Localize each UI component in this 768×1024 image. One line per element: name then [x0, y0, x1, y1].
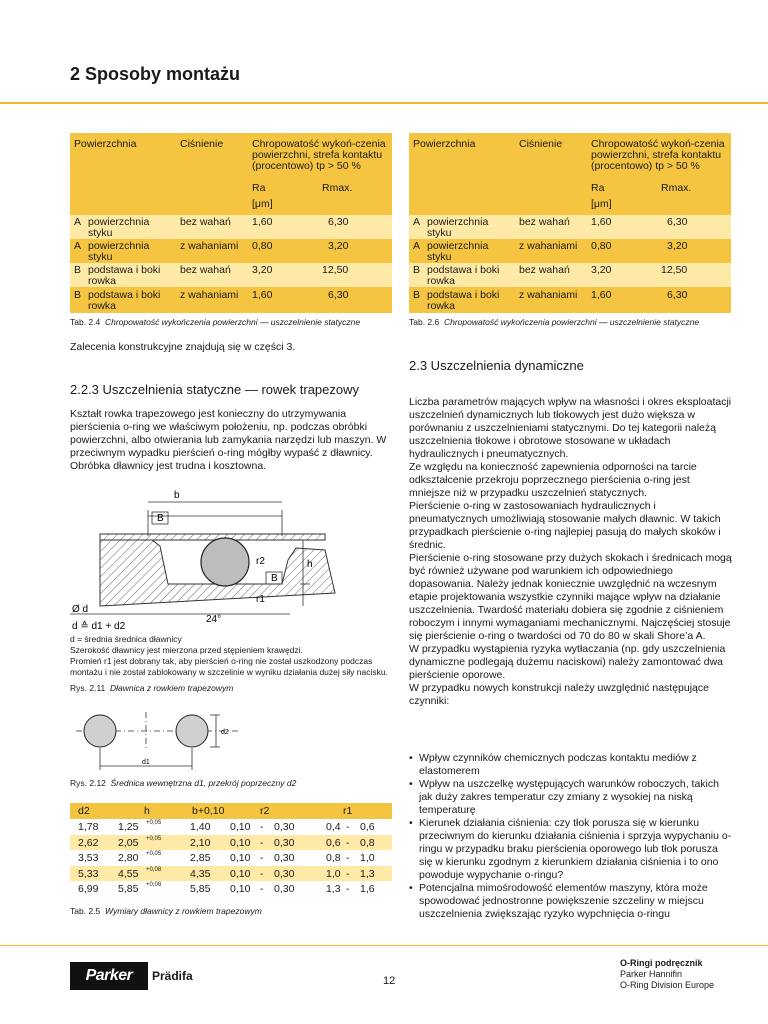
formula-label: d ≙ d1 + d2	[72, 621, 126, 632]
cell-r2-max: 0,30	[274, 867, 295, 880]
list-item: • Kierunek działania ciśnienia: czy tłok porusza się w kierunku przeciwnym do kierunku działania ciśnienia i sprzyja wypychaniu o-ringu w przypadku braku pierścienia oporowego lub tłok porusza się w kierunku zgodnym z kierunkiem działania ciśnienia i to ono powoduje wypychanie o-ringu?	[409, 817, 734, 882]
surface-label-b: B	[271, 573, 278, 584]
paragraph: W przypadku wystąpienia ryzyka wytłaczania (np. gdy uszczelnienia dynamiczne podlegają dużemu naciskowi) należy zamontować dwa pierścienie oporowe.	[409, 643, 726, 681]
dimension-label-d1: d1	[142, 759, 150, 766]
cell-dash: -	[346, 836, 350, 849]
page-number: 12	[383, 975, 396, 987]
table-header: Rmax.	[661, 182, 692, 194]
cell-r2-min: 0,10	[230, 852, 251, 864]
table-cell: 3,20	[252, 264, 273, 276]
table-header: Powierzchnia	[413, 138, 476, 150]
table-row	[70, 835, 392, 851]
cell-r1-min: 0,6	[326, 836, 341, 849]
dimension-label-h: h	[307, 559, 313, 570]
paragraph: Liczba parametrów mających wpływ na własności i okres eksploatacji uszczelnień dynamicznych lub tłokowych jest dużo większa w porównaniu z uszczelnieniami statycznymi. Do tej kategorii należą uszczelnienia tłokowe i obrotowe stosowane w układach hydraulicznych i pneumatycznych.	[409, 396, 732, 460]
table-cell: 12,50	[661, 264, 688, 276]
table-caption: Tab. 2.5 Wymiary dławnicy z rowkiem trapezowym	[70, 906, 262, 916]
cell-r1-min: 0,4	[326, 821, 341, 833]
cell-r1-max: 0,8	[360, 836, 375, 849]
paragraph: Pierścienie o-ring w zastosowaniach hydraulicznych i pneumatycznych umożliwiają stosowanie małych dławnic. W takich przypadkach pierścienie o-ring najlepiej pasują do małych skoków i średnic.	[409, 500, 721, 551]
cell-dash: -	[346, 821, 350, 833]
column-header: r2	[260, 805, 270, 817]
footer-line: Parker Hannifin	[620, 969, 683, 979]
cell-r2-max: 0,30	[274, 852, 295, 864]
figure-caption: Rys. 2.12 Średnica wewnętrzna d1, przekrój poprzeczny d2	[70, 778, 297, 788]
table-cell: B	[413, 264, 421, 276]
cell-dash: -	[260, 883, 264, 895]
table-cell: podstawa i boki rowka	[88, 264, 161, 287]
cell-r2-max: 0,30	[274, 883, 295, 895]
dimension-label-b: b	[174, 490, 180, 501]
table-cell: 6,30	[328, 289, 349, 301]
cell-b: 1,40	[190, 821, 211, 833]
column-header: d2	[78, 805, 90, 817]
paragraph: W przypadku nowych konstrukcji należy uwzględnić następujące czynniki:	[409, 682, 709, 707]
cell-r1-max: 1,0	[360, 852, 375, 864]
table-cell: A	[74, 240, 82, 252]
gland-dimensions-table	[70, 803, 392, 897]
cell-r2-min: 0,10	[230, 836, 251, 849]
cell-h: 2,05	[118, 836, 139, 849]
list-item: • Wpływ na uszczelkę występujących warunków roboczych, takich jak duży zakres temperatur czy zmiany z wysokiej na niską temperaturę	[409, 778, 734, 817]
table-row	[70, 866, 392, 882]
cell-r2-min: 0,10	[230, 821, 251, 833]
page-title: 2 Sposoby montażu	[70, 64, 241, 84]
table-cell: podstawa i boki rowka	[427, 289, 500, 312]
footer-line: O-Ringi podręcznik	[620, 958, 703, 968]
cell-dash: -	[260, 821, 264, 833]
table-cell: podstawa i boki rowka	[88, 289, 161, 312]
table-cell: powierzchnia styku	[88, 216, 150, 239]
cell-dash: -	[260, 852, 264, 864]
footer-info	[620, 958, 714, 991]
table-cell: 12,50	[322, 264, 349, 276]
trapezoidal-gland-figure	[70, 488, 392, 638]
table-cell: 1,60	[591, 216, 612, 228]
section-heading: 2.2.3 Uszczelnienia statyczne — rowek trapezowy	[70, 382, 360, 397]
oring-cross-section-figure	[70, 708, 270, 770]
table-cell: z wahaniami	[519, 240, 578, 252]
diameter-label: Ø d	[72, 604, 89, 615]
table-cell: bez wahań	[519, 216, 570, 228]
footer-line: O-Ring Division Europe	[620, 980, 715, 990]
cell-r1-max: 1,6	[360, 883, 375, 895]
table-header: [μm]	[591, 198, 612, 210]
cell-dash: -	[346, 867, 350, 880]
section-heading: 2.3 Uszczelnienia dynamiczne	[409, 358, 584, 373]
angle-label: 24°	[206, 614, 222, 625]
surface-label-b: B	[157, 513, 164, 524]
table-cell: B	[74, 264, 82, 276]
cell-dash: -	[260, 867, 264, 880]
figure-note: Szerokość dławnicy jest mierzona przed stępieniem krawędzi.	[70, 645, 303, 655]
table-header-row	[70, 803, 392, 819]
table-header: Powierzchnia	[74, 138, 137, 150]
cell-r1-max: 0,6	[360, 821, 375, 833]
cell-d2: 1,78	[78, 821, 99, 833]
table-cell: 3,20	[328, 240, 349, 252]
cell-dash: -	[346, 852, 350, 864]
radius-label-r2: r2	[256, 556, 265, 567]
cell-r2-max: 0,30	[274, 821, 295, 833]
table-caption: Tab. 2.6 Chropowatość wykończenia powierzchni — uszczelnienie statyczne	[409, 317, 700, 327]
table-cell: 1,60	[252, 216, 273, 228]
list-item: • Potencjalna mimośrodowość elementów maszyny, która może spowodować jednostronne powiększenie szczeliny w miejscu uszczelnienia zwiększając ryzyko wypchnięcia o-ringu	[409, 882, 734, 921]
table-cell: 1,60	[591, 289, 612, 301]
table-cell: A	[74, 216, 82, 228]
cell-d2: 6,99	[78, 883, 99, 895]
table-cell: A	[413, 216, 421, 228]
table-cell: powierzchnia styku	[88, 240, 150, 263]
table-cell: A	[413, 240, 421, 252]
table-cell: 1,60	[252, 289, 273, 301]
factor-list	[409, 752, 734, 921]
table-cell: 6,30	[667, 289, 688, 301]
table-header: Chropowatość wykoń-czenia powierzchni, strefa kontaktu (procentowo) tp > 50 %	[252, 138, 386, 172]
figure-note: Promień r1 jest dobrany tak, aby pierścień o-ring nie został uszkodzony podczas montażu i nie został zablokowany w szczelinie w wyniku działania dużej siły nacisku.	[70, 656, 388, 677]
cell-r1-max: 1,3	[360, 867, 375, 880]
table-cell: bez wahań	[180, 216, 231, 228]
section-paragraph: Kształt rowka trapezowego jest konieczny do utrzymywania pierścienia o-ring we właściwym położeniu, np. podczas obróbki powierzchni, albo otwierania lub zamykania narzędzi lub maszyn. W przeciwnym wypadku pierścień o-ring mógłby wypaść z dławnicy. Obróbka dławnicy jest trudna i kosztowna.	[70, 408, 387, 472]
footer-divider	[0, 945, 768, 946]
parker-logo: Parker	[70, 962, 148, 990]
cell-b: 2,10	[190, 836, 211, 849]
column-header: h	[144, 805, 150, 817]
figure-note: d = średnia średnica dławnicy	[70, 634, 182, 644]
table-cell: z wahaniami	[180, 240, 239, 252]
cell-tolerance: +0,05	[146, 835, 162, 842]
table-header: [μm]	[252, 198, 273, 210]
table-cell: 6,30	[328, 216, 349, 228]
cell-tolerance: +0,05	[146, 851, 162, 857]
cell-r2-max: 0,30	[274, 836, 295, 849]
design-note: Zalecenia konstrukcyjne znajdują się w części 3.	[70, 341, 296, 353]
table-row	[70, 881, 392, 897]
table-cell: z wahaniami	[519, 289, 578, 301]
roughness-table-right	[409, 133, 731, 313]
table-cell: 0,80	[252, 240, 273, 252]
dimension-label-d2: d2	[221, 729, 229, 736]
table-header: Rmax.	[322, 182, 353, 194]
table-cell: 0,80	[591, 240, 612, 252]
cell-tolerance: +0,08	[146, 866, 162, 873]
cell-r1-min: 1,0	[326, 867, 341, 880]
table-caption: Tab. 2.4 Chropowatość wykończenia powierzchni — uszczelnienie statyczne	[70, 317, 361, 327]
table-cell: podstawa i boki rowka	[427, 264, 500, 287]
table-cell: z wahaniami	[180, 289, 239, 301]
list-item: • Wpływ czynników chemicznych podczas kontaktu mediów z elastomerem	[409, 752, 734, 778]
cell-b: 4,35	[190, 867, 211, 880]
cell-r2-min: 0,10	[230, 883, 251, 895]
cell-r1-min: 1,3	[326, 883, 341, 895]
table-cell: powierzchnia styku	[427, 216, 489, 239]
cell-b: 2,85	[190, 852, 211, 864]
table-cell: 3,20	[667, 240, 688, 252]
cell-r2-min: 0,10	[230, 867, 251, 880]
cell-h: 4,55	[118, 867, 139, 880]
cell-h: 2,80	[118, 852, 139, 864]
paragraph: Pierścienie o-ring stosowane przy dużych skokach i średnicach mogą być również używane pod warunkiem ich odpowiedniego dopasowania. Należy jednak koniecznie uwzględnić na wczesnym etapie projektowania wszystkie czynniki mające wpływ na działanie uszczelnienia. Twardość materiału dobiera się zgodnie z ciśnieniem roboczym i innymi wymaganiami mechanicznymi. Najczęściej stosuje się pierścienie o-ring o twardości od 70 do 80 w skali Shore’a A.	[409, 552, 732, 642]
table-header: Chropowatość wykoń-czenia powierzchni, strefa kontaktu (procentowo) tp > 50 %	[591, 138, 725, 172]
header-divider	[0, 102, 768, 104]
cell-r1-min: 0,8	[326, 852, 341, 864]
pradifa-logo: Prädifa	[152, 969, 193, 983]
paragraph: Ze względu na konieczność zapewnienia odporności na tarcie odkształcenie przekroju poprzecznego pierścienia o-ring jest mniejsze niż w przypadku uszczelnień statycznych.	[409, 461, 697, 499]
cell-tolerance: +0,08	[146, 882, 162, 888]
cell-d2: 3,53	[78, 852, 99, 864]
cell-h: 1,25	[118, 821, 139, 833]
table-row	[70, 850, 392, 866]
column-header: r1	[343, 805, 353, 817]
table-cell: 3,20	[591, 264, 612, 276]
cell-h: 5,85	[118, 883, 139, 895]
table-cell: bez wahań	[519, 264, 570, 276]
figure-caption: Rys. 2.11 Dławnica z rowkiem trapezowym	[70, 683, 234, 693]
section-body	[409, 396, 734, 708]
table-row	[70, 819, 392, 835]
cell-dash: -	[260, 836, 264, 849]
radius-label-r1: r1	[256, 594, 265, 605]
cell-d2: 5,33	[78, 867, 99, 880]
figure-notes	[70, 634, 392, 678]
column-header: b+0,10	[192, 805, 225, 817]
table-header: Ra	[591, 182, 605, 194]
roughness-table-left	[70, 133, 392, 313]
table-header: Ciśnienie	[180, 138, 224, 150]
table-header: Ciśnienie	[519, 138, 563, 150]
cell-dash: -	[346, 883, 350, 895]
table-header: Ra	[252, 182, 266, 194]
table-cell: B	[413, 289, 421, 301]
cell-tolerance: +0,05	[146, 820, 162, 826]
table-cell: B	[74, 289, 82, 301]
cell-d2: 2,62	[78, 836, 99, 849]
table-cell: bez wahań	[180, 264, 231, 276]
cell-b: 5,85	[190, 883, 211, 895]
table-cell: powierzchnia styku	[427, 240, 489, 263]
table-cell: 6,30	[667, 216, 688, 228]
